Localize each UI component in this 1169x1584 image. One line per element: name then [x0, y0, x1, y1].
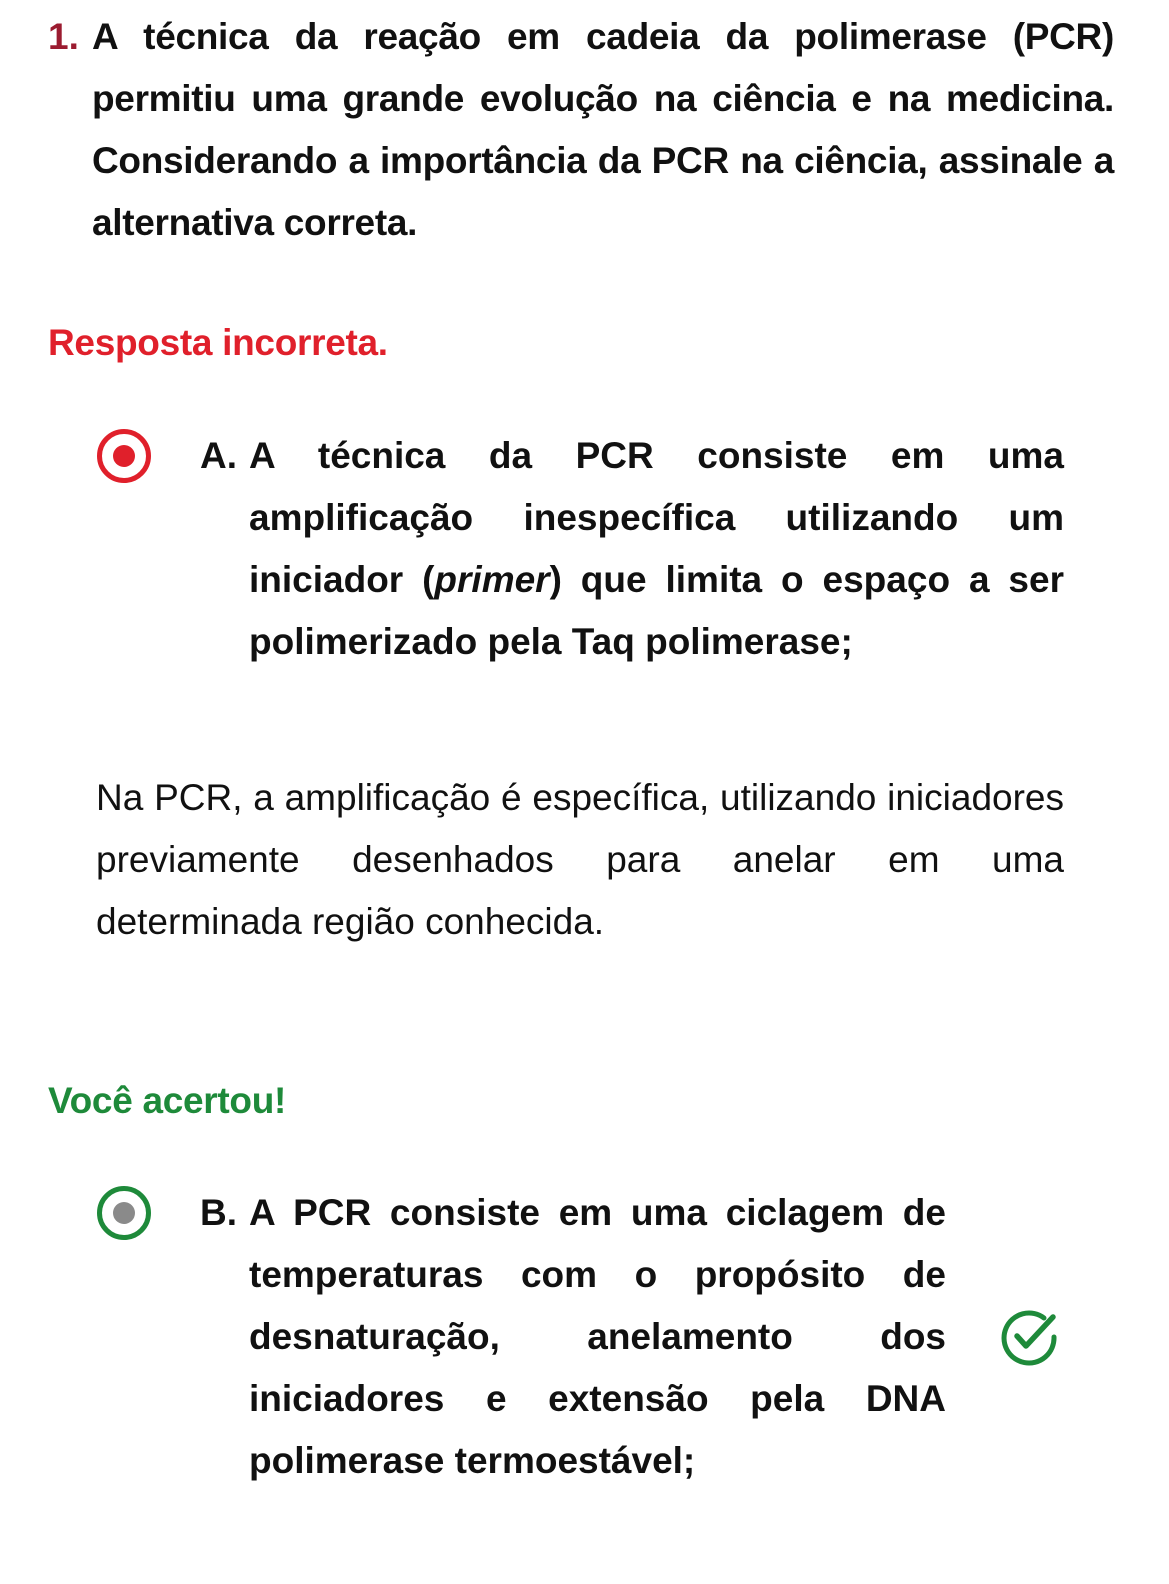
radio-dot — [113, 445, 135, 467]
question-text: A técnica da reação em cadeia da polimerase (PCR) permitiu uma grande evolução na ciência e na medicina. Considerando a importância da PCR na ciência, assinale a alternativa correta. — [92, 16, 1114, 243]
option-a-radio-icon[interactable] — [97, 429, 151, 483]
feedback-correct: Você acertou! — [48, 1080, 287, 1121]
option-b-radio-icon[interactable] — [97, 1186, 151, 1240]
option-b-text[interactable]: A PCR consiste em uma ciclagem de temperaturas com o propósito de desnaturação, anelamento dos iniciadores e extensão pela DNA polimerase termoestável; — [249, 1192, 946, 1481]
option-a-text-before: A técnica da PCR consiste em uma amplificação inespecífica utilizando um iniciador ( — [249, 435, 1064, 600]
radio-dot — [113, 1202, 135, 1224]
option-a-letter: A. — [200, 435, 237, 476]
option-a-text-after: ) que limita o espaço a ser polimerizado pela Taq polimerase; — [249, 559, 1064, 662]
check-circle-icon — [998, 1306, 1060, 1368]
question-number: 1. — [48, 16, 79, 57]
option-a-text[interactable] — [249, 425, 1064, 673]
feedback-incorrect: Resposta incorreta. — [48, 322, 388, 363]
option-b-letter: B. — [200, 1192, 237, 1233]
explanation-text: Na PCR, a amplificação é específica, utilizando iniciadores previamente desenhados para anelar em uma determinada região conhecida. — [96, 777, 1064, 942]
option-a-text-italic: primer — [434, 559, 550, 600]
